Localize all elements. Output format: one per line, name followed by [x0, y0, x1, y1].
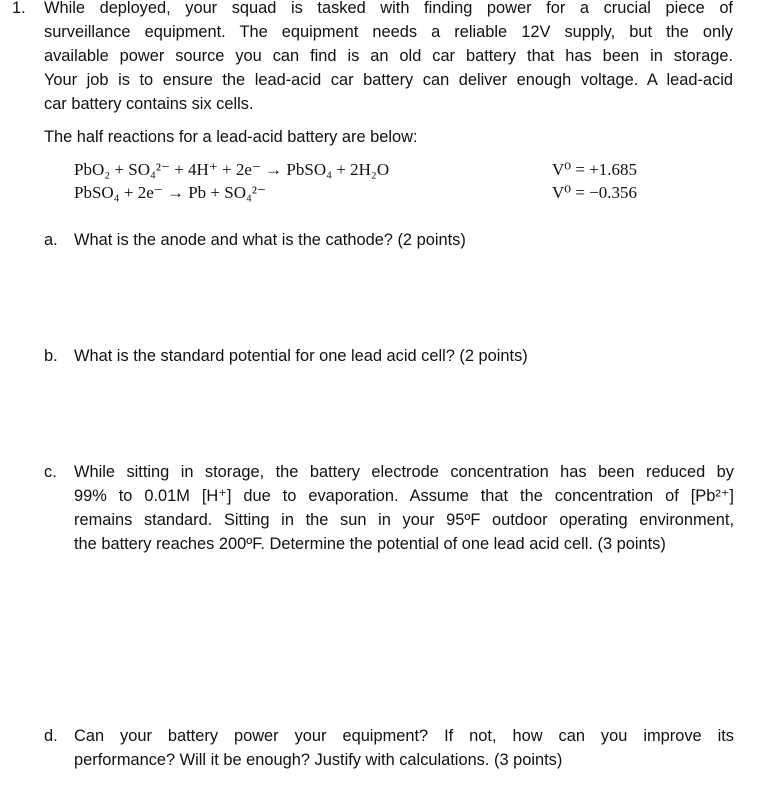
reaction-equation-2: PbSO₄ + 2e⁻ → Pb + SO₄²⁻	[74, 183, 266, 202]
part-a-text	[74, 228, 734, 252]
question-number: 1.	[12, 0, 26, 17]
intro-line: While deployed, your squad is tasked with finding power for a crucial piece of	[44, 0, 733, 17]
part-d-text	[74, 724, 734, 772]
reaction-equation-1: PbO₂ + SO₄²⁻ + 4H⁺ + 2e⁻ → PbSO₄ + 2H₂O	[74, 160, 390, 179]
intro-line: Your job is to ensure the lead-acid car battery can deliver enough voltage. A lead-acid	[44, 71, 733, 89]
part-b-letter: b.	[44, 347, 58, 365]
part-line: While sitting in storage, the battery electrode concentration has been reduced by	[74, 463, 734, 481]
question-intro	[44, 0, 733, 116]
part-c-letter: c.	[44, 463, 57, 481]
intro-line: surveillance equipment. The equipment needs a reliable 12V supply, but the only	[44, 23, 733, 41]
part-b-text	[74, 344, 734, 368]
half-reactions-title: The half reactions for a lead-acid battery are below:	[44, 128, 418, 146]
part-line: 99% to 0.01M [H⁺] due to evaporation. Assume that the concentration of [Pb²⁺]	[74, 487, 734, 505]
part-line: Can your battery power your equipment? If not, how can you improve its	[74, 727, 734, 745]
part-c-text	[74, 460, 734, 556]
part-line: What is the standard potential for one lead acid cell? (2 points)	[74, 347, 528, 365]
part-line: What is the anode and what is the cathode? (2 points)	[74, 231, 466, 249]
part-a-letter: a.	[44, 231, 58, 249]
intro-line: car battery contains six cells.	[44, 95, 254, 113]
part-line: remains standard. Sitting in the sun in your 95ºF outdoor operating environment,	[74, 511, 734, 529]
part-d-letter: d.	[44, 727, 58, 745]
reaction-potential-2: V⁰ = −0.356	[552, 183, 638, 202]
part-line: the battery reaches 200ºF. Determine the potential of one lead acid cell. (3 points)	[74, 535, 666, 553]
intro-line: available power source you can find is an old car battery that has been in storage.	[44, 47, 733, 65]
part-line: performance? Will it be enough? Justify with calculations. (3 points)	[74, 751, 563, 769]
reaction-potential-1: V⁰ = +1.685	[552, 160, 638, 179]
